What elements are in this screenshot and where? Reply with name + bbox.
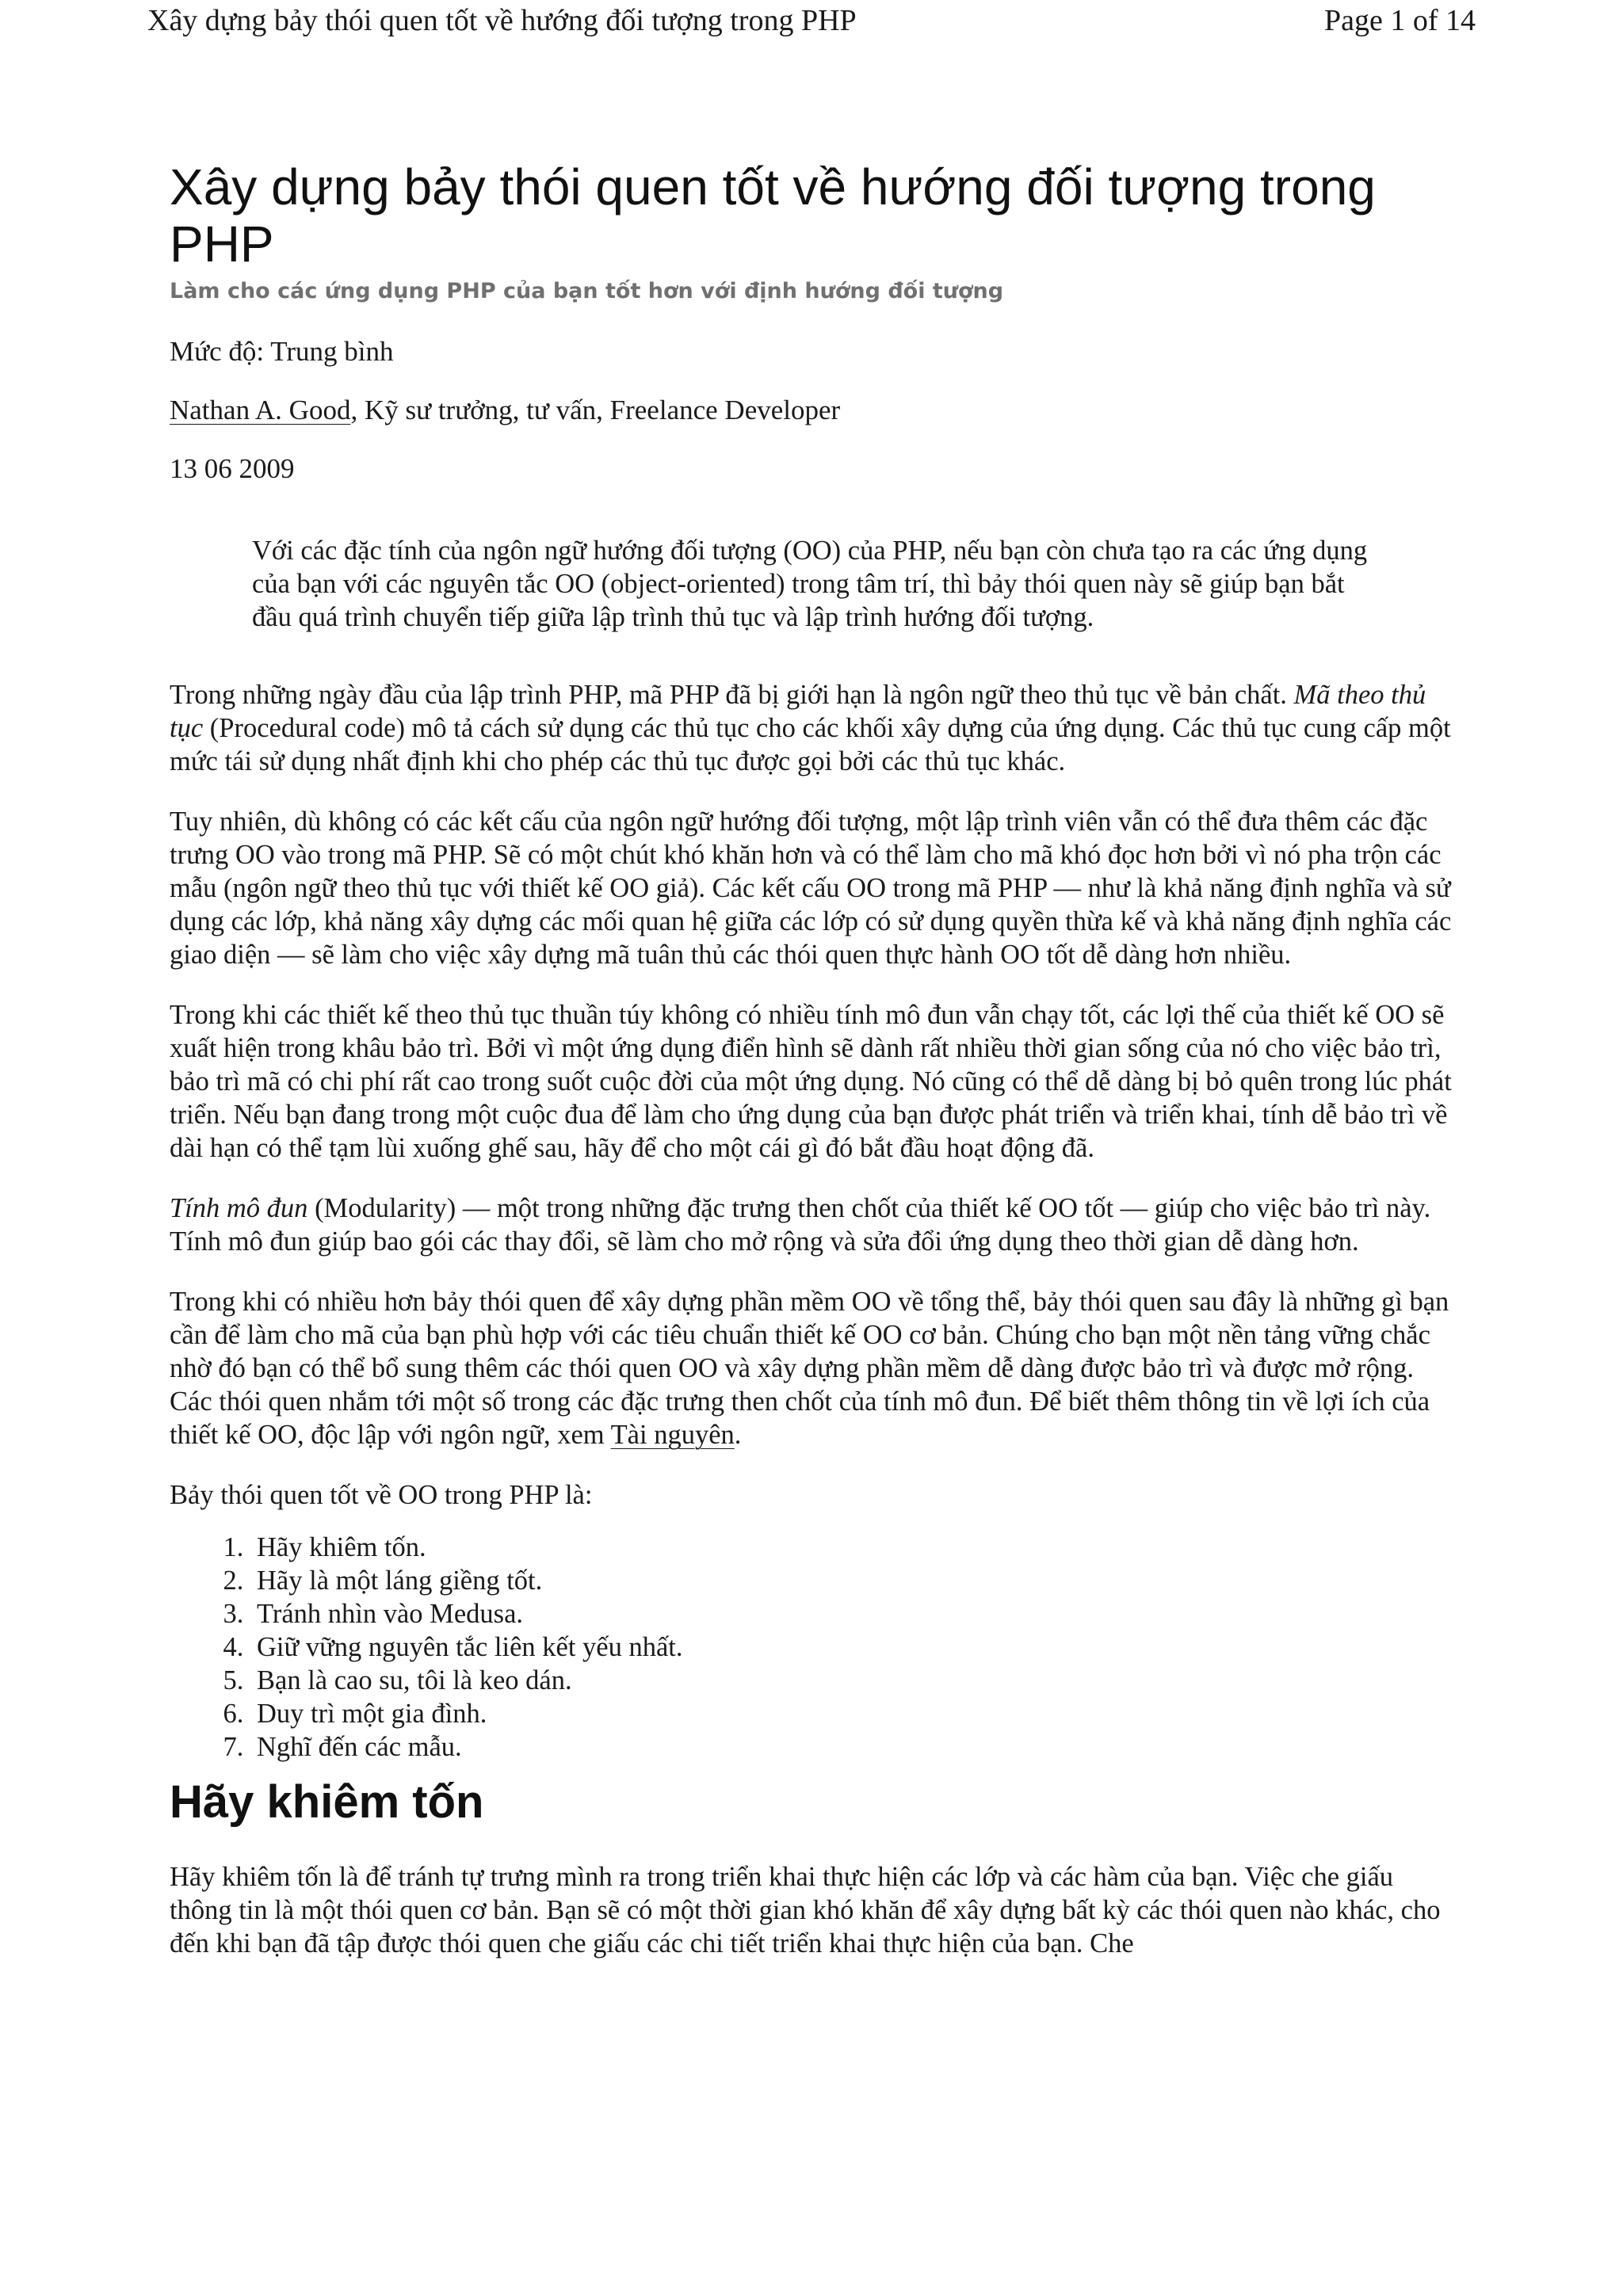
- list-item: 1. Hãy khiêm tốn.: [250, 1531, 1460, 1564]
- paragraph-4-emphasis: Tính mô đun: [170, 1193, 308, 1223]
- section-heading: Hãy khiêm tốn: [170, 1776, 484, 1828]
- running-header-title: Xây dựng bảy thói quen tốt về hướng đối tượng trong PHP: [147, 4, 857, 37]
- paragraph-1-text-b: (Procedural code) mô tả cách sử dụng các thủ tục cho các khối xây dựng của ứng dụng. Các thủ tục cung cấp một mức tái sử dụng nhất định khi cho phép các thủ tục được gọi bởi các thủ tục khác.: [170, 713, 1451, 776]
- paragraph-7: Hãy khiêm tốn là để tránh tự trưng mình ra trong triển khai thực hiện các lớp và các hàm của bạn. Việc che giấu thông tin là một thói quen cơ bản. Bạn sẽ có một thời gian khó khăn để xây dựng bất kỳ các thói quen nào khác, cho đến khi bạn đã tập được thói quen che giấu các chi tiết triển khai thực hiện của bạn. Che: [170, 1862, 1441, 1958]
- paragraph-3: Trong khi các thiết kế theo thủ tục thuần túy không có nhiều tính mô đun vẫn chạy tốt, các lợi thế của thiết kế OO sẽ xuất hiện trong khâu bảo trì. Bởi vì một ứng dụng điển hình sẽ dành rất nhiều thời gian sống của nó cho việc bảo trì, bảo trì mã có chi phí rất cao trong suốt cuộc đời của một ứng dụng. Nó cũng có thể dễ dàng bị bỏ quên trong lúc phát triển. Nếu bạn đang trong một cuộc đua để làm cho ứng dụng của bạn được phát triển và triển khai, tính dễ bảo trì về dài hạn có thể tạm lùi xuống ghế sau, hãy để cho một cái gì đó bắt đầu hoạt động đã.: [170, 1000, 1452, 1163]
- article-content: [170, 158, 1460, 1960]
- author-role: , Kỹ sư trưởng, tư vấn, Freelance Developer: [350, 395, 841, 425]
- publish-date: 13 06 2009: [170, 453, 295, 484]
- paragraph-5-text-c: .: [734, 1420, 742, 1450]
- paragraph-1-text-a: Trong những ngày đầu của lập trình PHP, mã PHP đã bị giới hạn là ngôn ngữ theo thủ tục về bản chất.: [170, 680, 1294, 710]
- author-line: [170, 393, 1460, 428]
- page-number: Page 1 of 14: [1323, 4, 1476, 37]
- author-link[interactable]: Nathan A. Good: [170, 395, 351, 425]
- paragraph-1-emphasis: Mã theo thủ tục: [170, 680, 1426, 743]
- paragraph-6: Bảy thói quen tốt về OO trong PHP là:: [170, 1480, 593, 1510]
- resources-link[interactable]: Tài nguyên: [610, 1420, 735, 1450]
- difficulty-level: Mức độ: Trung bình: [170, 336, 394, 367]
- list-item: 4. Giữ vững nguyên tắc liên kết yếu nhất.: [250, 1630, 1460, 1664]
- list-item: 3. Tránh nhìn vào Medusa.: [250, 1597, 1460, 1630]
- running-header: [147, 0, 1476, 41]
- article-abstract: Với các đặc tính của ngôn ngữ hướng đối tượng (OO) của PHP, nếu bạn còn chưa tạo ra các ứng dụng của bạn với các nguyên tắc OO (object-oriented) trong tâm trí, thì bảy thói quen này sẽ giúp bạn bắt đầu quá trình chuyển tiếp giữa lập trình thủ tục và lập trình hướng đối tượng.: [252, 536, 1368, 632]
- paragraph-2: Tuy nhiên, dù không có các kết cấu của ngôn ngữ hướng đối tượng, một lập trình viên vẫn có thể đưa thêm các đặc trưng OO vào trong mã PHP. Sẽ có một chút khó khăn hơn và có thể làm cho mã khó đọc hơn bởi vì nó pha trộn các mẫu (ngôn ngữ theo thủ tục với thiết kế OO giả). Các kết cấu OO trong mã PHP — như là khả năng định nghĩa và sử dụng các lớp, khả năng xây dựng các mối quan hệ giữa các lớp có sử dụng quyền thừa kế và khả năng định nghĩa các giao diện — sẽ làm cho việc xây dựng mã tuân thủ các thói quen thực hành OO tốt dễ dàng hơn nhiều.: [170, 807, 1452, 970]
- paragraph-4-text: (Modularity) — một trong những đặc trưng then chốt của thiết kế OO tốt — giúp cho việc bảo trì này. Tính mô đun giúp bao gói các thay đổi, sẽ làm cho mở rộng và sửa đổi ứng dụng theo thời gian dễ dàng hơn.: [170, 1193, 1431, 1257]
- list-item: 6. Duy trì một gia đình.: [250, 1697, 1460, 1730]
- habits-list: [170, 1531, 1460, 1764]
- list-item: 5. Bạn là cao su, tôi là keo dán.: [250, 1664, 1460, 1697]
- paragraph-4: [170, 1192, 1460, 1258]
- article-title: Xây dựng bảy thói quen tốt về hướng đối tượng trong PHP: [170, 158, 1376, 273]
- paragraph-5: [170, 1285, 1460, 1451]
- article-subtitle: Làm cho các ứng dụng PHP của bạn tốt hơn với định hướng đối tượng: [170, 279, 1004, 303]
- paragraph-1: [170, 678, 1460, 778]
- list-item: 7. Nghĩ đến các mẫu.: [250, 1730, 1460, 1764]
- list-item: 2. Hãy là một láng giềng tốt.: [250, 1564, 1460, 1597]
- paragraph-5-text-a: Trong khi có nhiều hơn bảy thói quen để xây dựng phần mềm OO về tổng thể, bảy thói quen sau đây là những gì bạn cần để làm cho mã của bạn phù hợp với các tiêu chuẩn thiết kế OO cơ bản. Chúng cho bạn một nền tảng vững chắc nhờ đó bạn có thể bổ sung thêm các thói quen OO và xây dựng phần mềm dễ dàng được bảo trì và được mở rộng. Các thói quen nhắm tới một số trong các đặc trưng then chốt của tính mô đun. Để biết thêm thông tin về lợi ích của thiết kế OO, độc lập với ngôn ngữ, xem: [170, 1287, 1449, 1450]
